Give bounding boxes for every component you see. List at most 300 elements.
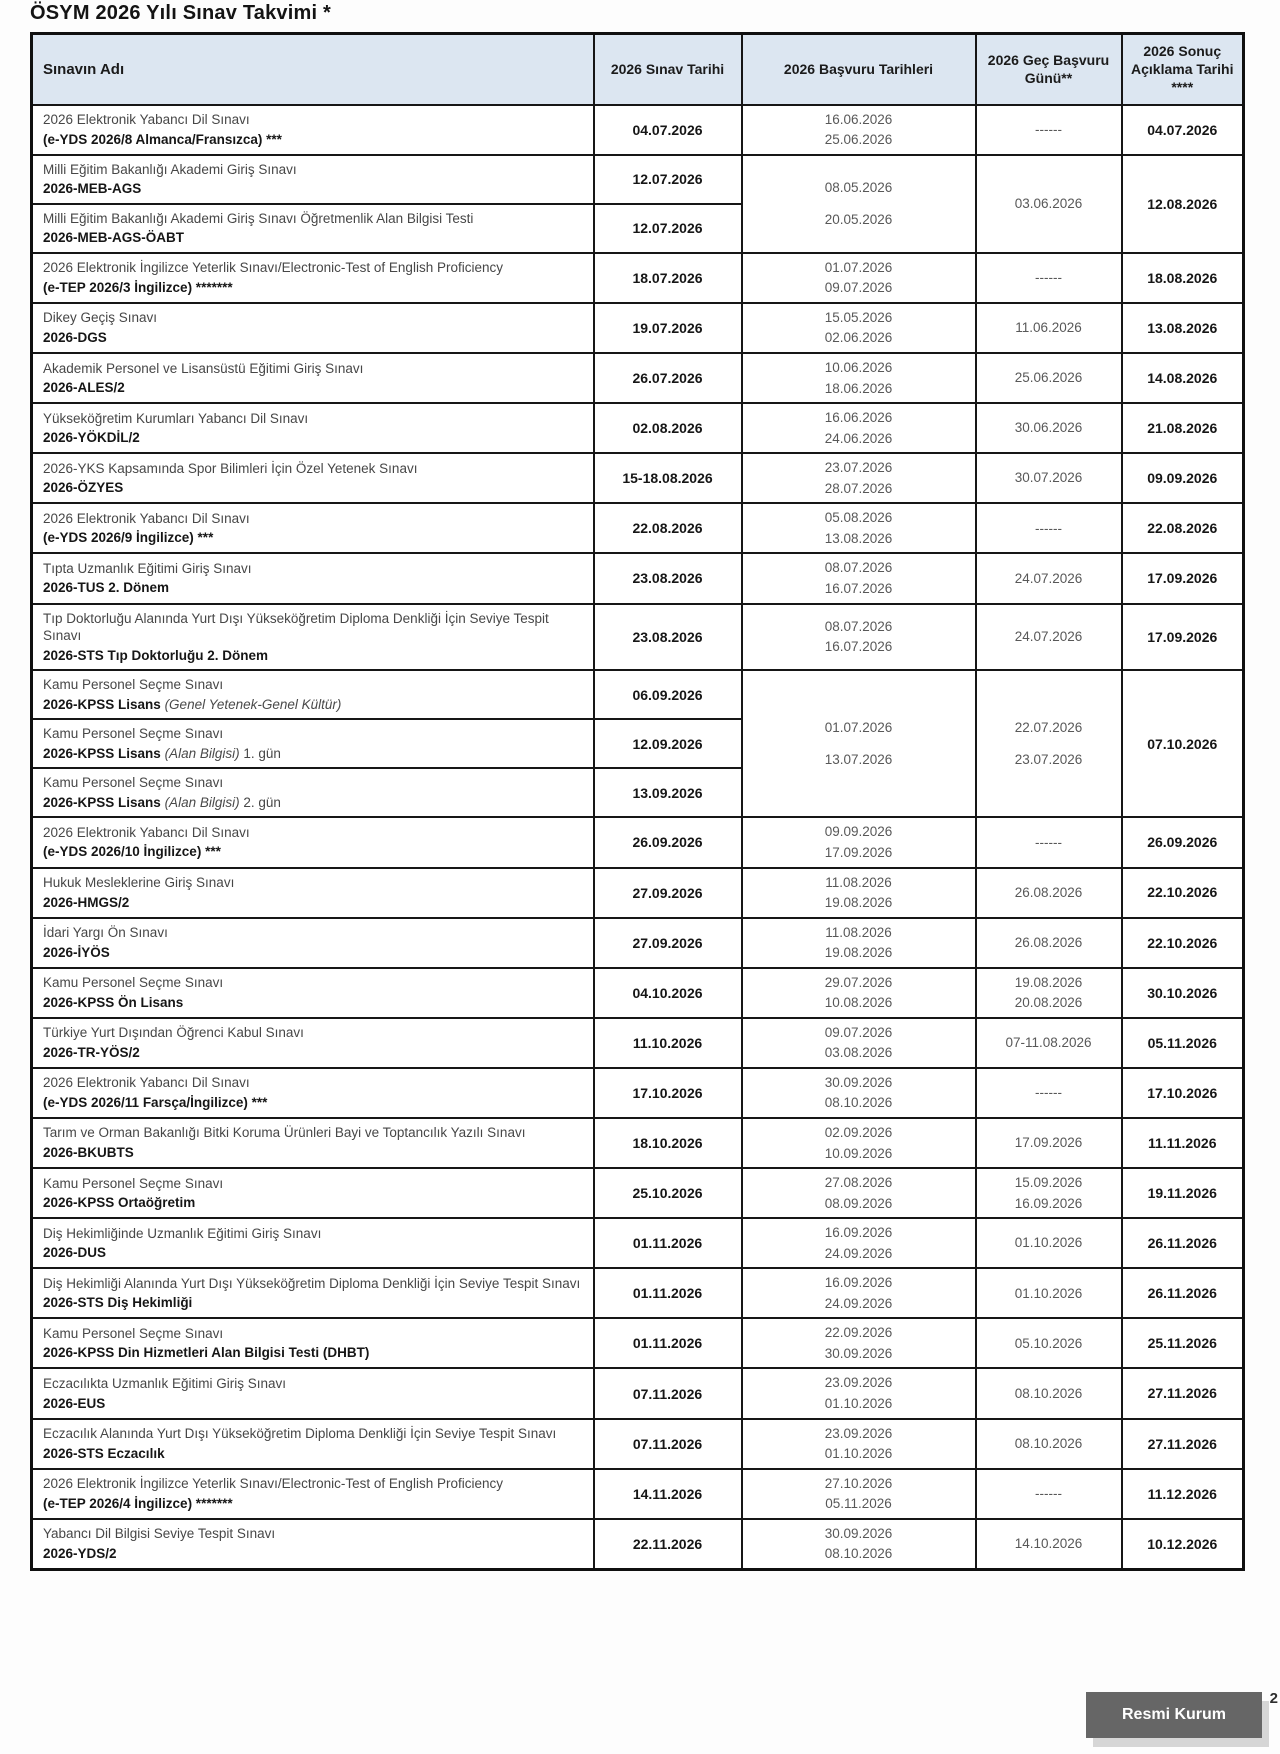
exam-name-cell (32, 155, 594, 204)
exam-name-line (43, 994, 583, 1012)
exam-name-cell (32, 1168, 594, 1218)
text-segment: 2026 Elektronik Yabancı Dil Sınavı (43, 510, 250, 526)
date-line: 24.09.2026 (824, 1295, 893, 1311)
text-segment: Tıp Doktorluğu Alanında Yurt Dışı Yükseköğretim Diploma Denkliği İçin Seviye Tespit Sınavı (43, 610, 549, 644)
exam-name-cell (32, 453, 594, 503)
exam-name-line (43, 111, 583, 129)
exam-name-line (43, 180, 583, 198)
date-line: 08.10.2026 (1014, 1385, 1083, 1401)
text-segment: 2026-TUS 2. Dönem (43, 580, 170, 596)
text-segment: 2. gün (239, 794, 281, 810)
table-row (32, 817, 1244, 867)
date-line: 26.08.2026 (1014, 934, 1083, 950)
table-row (32, 453, 1244, 503)
table-row (32, 1018, 1244, 1068)
date-line: 19.11.2026 (1147, 1185, 1217, 1202)
exam-date-cell: 18.10.2026 (594, 1118, 742, 1168)
page-title: ÖSYM 2026 Yılı Sınav Takvimi * (30, 2, 331, 24)
exam-name-line (43, 579, 583, 597)
table-row (32, 1068, 1244, 1118)
date-line: 02.09.2026 (824, 1124, 893, 1140)
application-dates-cell (742, 604, 976, 671)
result-date-cell (1122, 1068, 1244, 1118)
late-application-cell (976, 303, 1122, 353)
late-application-cell (976, 1218, 1122, 1268)
result-date-cell (1122, 453, 1244, 503)
date-line: 10.08.2026 (824, 995, 893, 1011)
date-line: 18.06.2026 (824, 380, 893, 396)
table-row (32, 503, 1244, 553)
exam-name-cell (32, 1419, 594, 1469)
date-line: 03.06.2026 (1014, 195, 1083, 211)
table-row (32, 1268, 1244, 1318)
date-line: 30.09.2026 (824, 1074, 893, 1090)
text-segment: Diş Hekimliğinde Uzmanlık Eğitimi Giriş Sınavı (43, 1225, 322, 1241)
exam-name-cell (32, 1018, 594, 1068)
text-segment: Kamu Personel Seçme Sınavı (43, 775, 224, 791)
date-line: 27.11.2026 (1147, 1385, 1217, 1402)
application-dates-cell (742, 670, 976, 817)
table-row (32, 1168, 1244, 1218)
exam-name-cell (32, 670, 594, 719)
exam-date-cell: 01.11.2026 (594, 1318, 742, 1368)
date-line: 16.09.2026 (824, 1225, 893, 1241)
date-line: 22.10.2026 (1147, 884, 1218, 901)
date-line: 29.07.2026 (824, 974, 893, 990)
application-dates-cell (742, 1519, 976, 1570)
exam-date-cell: 27.09.2026 (594, 918, 742, 968)
application-dates-cell (742, 1168, 976, 1218)
late-application-cell (976, 1068, 1122, 1118)
date-line: ------ (1035, 834, 1062, 850)
date-line: 08.07.2026 (824, 560, 893, 576)
table-row (32, 1368, 1244, 1418)
exam-name-line (43, 874, 583, 892)
date-line: 26.11.2026 (1147, 1235, 1217, 1252)
date-line: 18.08.2026 (1147, 269, 1218, 286)
table-row (32, 553, 1244, 603)
date-line: 24.06.2026 (824, 430, 893, 446)
result-date-cell (1122, 868, 1244, 918)
date-line: 13.08.2026 (824, 530, 893, 546)
date-line: 16.06.2026 (824, 111, 893, 127)
result-date-cell (1122, 918, 1244, 968)
exam-name-line (43, 725, 583, 743)
result-date-cell (1122, 968, 1244, 1018)
exam-date-cell: 12.09.2026 (594, 719, 742, 768)
date-line: 12.08.2026 (1147, 195, 1218, 212)
exam-name-cell (32, 353, 594, 403)
late-application-cell (976, 1018, 1122, 1068)
text-segment: (e-TEP 2026/4 İngilizce) ******* (43, 1495, 233, 1511)
exam-name-line (43, 259, 583, 277)
text-segment: (Genel Yetenek-Genel Kültür) (160, 696, 342, 712)
text-segment: Yabancı Dil Bilgisi Seviye Tespit Sınavı (43, 1526, 276, 1542)
table-row (32, 155, 1244, 204)
result-date-cell (1122, 553, 1244, 603)
date-line: 05.11.2026 (1147, 1034, 1217, 1051)
exam-name-line (43, 610, 583, 645)
application-dates-cell (742, 403, 976, 453)
result-date-cell (1122, 1118, 1244, 1168)
text-segment: 2026-KPSS Lisans (43, 745, 161, 761)
application-dates-cell (742, 868, 976, 918)
exam-name-line (43, 360, 583, 378)
table-row (32, 968, 1244, 1018)
exam-name-line (43, 696, 583, 714)
table-header (32, 34, 1244, 105)
date-line: 24.07.2026 (1014, 629, 1083, 645)
date-line: 01.10.2026 (824, 1396, 893, 1411)
exam-name-line (43, 410, 583, 428)
date-line: 14.10.2026 (1014, 1536, 1083, 1551)
date-line: 07-11.08.2026 (1005, 1035, 1092, 1051)
exam-date-cell: 25.10.2026 (594, 1168, 742, 1218)
exam-name-cell (32, 303, 594, 353)
date-line: 11.12.2026 (1147, 1485, 1217, 1502)
exam-name-line (43, 647, 583, 665)
table-row (32, 303, 1244, 353)
exam-name-line (43, 1074, 583, 1092)
exam-name-cell (32, 868, 594, 918)
date-line: 24.09.2026 (824, 1245, 893, 1261)
exam-name-line (43, 1024, 583, 1042)
exam-name-cell (32, 968, 594, 1018)
exam-date-cell: 27.09.2026 (594, 868, 742, 918)
exam-date-cell: 22.11.2026 (594, 1519, 742, 1570)
column-header-exam-date: 2026 Sınav Tarihi (594, 34, 742, 105)
date-line: 05.11.2026 (825, 1496, 892, 1512)
date-line: 11.11.2026 (1147, 1134, 1217, 1151)
text-segment: 2026-STS Tıp Doktorluğu 2. Dönem (43, 647, 269, 663)
exam-name-line (43, 1545, 583, 1563)
exam-name-line (43, 944, 583, 962)
text-segment: 2026-ALES/2 (43, 380, 125, 396)
table-row (32, 670, 1244, 719)
date-line: 20.08.2026 (1014, 995, 1083, 1011)
exam-name-line (43, 510, 583, 528)
late-application-cell (976, 1519, 1122, 1570)
date-line: 27.11.2026 (1147, 1435, 1217, 1452)
exam-name-cell (32, 1469, 594, 1519)
date-line: 08.10.2026 (1014, 1435, 1083, 1451)
exam-date-cell: 13.09.2026 (594, 768, 742, 817)
exam-name-line (43, 560, 583, 578)
exam-name-line (43, 1044, 583, 1062)
exam-name-line (43, 1445, 583, 1463)
date-line: 22.10.2026 (1147, 934, 1218, 951)
text-segment: Türkiye Yurt Dışından Öğrenci Kabul Sınavı (43, 1025, 304, 1041)
text-segment: 2026-İYÖS (43, 944, 110, 960)
text-segment: 2026-HMGS/2 (43, 894, 130, 910)
text-segment: (e-YDS 2026/11 Farsça/İngilizce) *** (43, 1094, 268, 1110)
date-line: 30.09.2026 (824, 1525, 893, 1541)
result-date-cell (1122, 155, 1244, 253)
date-line: 16.06.2026 (824, 410, 893, 426)
result-date-cell (1122, 1318, 1244, 1368)
late-application-cell (976, 155, 1122, 253)
exam-name-line (43, 379, 583, 397)
table-row (32, 868, 1244, 918)
late-application-cell (976, 1118, 1122, 1168)
date-line: 08.10.2026 (824, 1095, 893, 1111)
date-line: 19.08.2026 (1014, 974, 1083, 990)
application-dates-cell (742, 1268, 976, 1318)
text-segment: 2026-KPSS Ortaöğretim (43, 1195, 196, 1211)
date-line: 17.09.2026 (1014, 1135, 1083, 1151)
exam-date-cell: 19.07.2026 (594, 303, 742, 353)
table-row (32, 1118, 1244, 1168)
result-date-cell (1122, 105, 1244, 155)
date-line: 01.07.2026 (824, 719, 893, 735)
date-line: 01.07.2026 (824, 259, 893, 275)
date-line: 01.10.2026 (1014, 1235, 1083, 1251)
text-segment: Eczacılıkta Uzmanlık Eğitimi Giriş Sınavı (43, 1375, 287, 1391)
date-line: ------ (1035, 1085, 1062, 1101)
result-date-cell (1122, 1268, 1244, 1318)
text-segment: 1. gün (239, 745, 281, 761)
text-segment: 2026 Elektronik İngilizce Yeterlik Sınavı/Electronic-Test of English Proficiency (43, 260, 503, 276)
date-line: 03.08.2026 (824, 1045, 893, 1061)
text-segment: 2026 Elektronik İngilizce Yeterlik Sınavı/Electronic-Test of English Proficiency (43, 1476, 503, 1492)
table-row (32, 253, 1244, 303)
result-date-cell (1122, 670, 1244, 817)
date-line: 01.10.2026 (1014, 1285, 1083, 1301)
date-line: 10.06.2026 (824, 360, 893, 376)
exam-name-line (43, 131, 583, 149)
text-segment: Eczacılık Alanında Yurt Dışı Yükseköğretim Diploma Denkliği İçin Seviye Tespit Sınavı (43, 1426, 557, 1442)
date-line: 10.09.2026 (824, 1145, 893, 1161)
late-application-cell (976, 1168, 1122, 1218)
exam-name-line (43, 1124, 583, 1142)
application-dates-cell (742, 1068, 976, 1118)
exam-name-line (43, 1395, 583, 1413)
exam-name-line (43, 1194, 583, 1212)
exam-name-cell (32, 1118, 594, 1168)
text-segment: 2026-MEB-AGS-ÖABT (43, 230, 185, 246)
text-segment: (Alan Bilgisi) (160, 745, 240, 761)
application-dates-cell (742, 1469, 976, 1519)
application-dates-cell (742, 155, 976, 253)
exam-name-cell (32, 253, 594, 303)
exam-name-line (43, 824, 583, 842)
exam-name-cell (32, 553, 594, 603)
text-segment: Kamu Personel Seçme Sınavı (43, 1325, 224, 1341)
application-dates-cell (742, 453, 976, 503)
date-line: 19.08.2026 (824, 945, 893, 961)
application-dates-cell (742, 1218, 976, 1268)
exam-date-cell: 22.08.2026 (594, 503, 742, 553)
exam-date-cell: 01.11.2026 (594, 1218, 742, 1268)
exam-name-cell (32, 817, 594, 867)
result-date-cell (1122, 503, 1244, 553)
date-line: 13.08.2026 (1147, 319, 1218, 336)
date-line: 14.08.2026 (1147, 369, 1218, 386)
exam-name-line (43, 1344, 583, 1362)
application-dates-cell (742, 1118, 976, 1168)
result-date-cell (1122, 353, 1244, 403)
date-line: 09.07.2026 (824, 1024, 893, 1040)
text-segment: 2026-KPSS Din Hizmetleri Alan Bilgisi Testi (DHBT) (43, 1345, 370, 1361)
late-application-cell (976, 1268, 1122, 1318)
exam-date-cell: 26.09.2026 (594, 817, 742, 867)
text-segment: 2026-MEB-AGS (43, 181, 142, 197)
exam-name-line (43, 924, 583, 942)
table-row (32, 1218, 1244, 1268)
date-line: 08.09.2026 (824, 1195, 893, 1211)
result-date-cell (1122, 817, 1244, 867)
text-segment: Diş Hekimliği Alanında Yurt Dışı Yükseköğretim Diploma Denkliği İçin Seviye Tespit Sınavı (43, 1275, 581, 1291)
date-line: 25.06.2026 (824, 132, 893, 148)
exam-name-cell (32, 403, 594, 453)
text-segment: 2026-DUS (43, 1245, 107, 1261)
exam-name-line (43, 1495, 583, 1513)
date-line: 11.08.2026 (825, 874, 892, 890)
late-application-cell (976, 503, 1122, 553)
date-line: 25.11.2026 (1147, 1335, 1217, 1352)
exam-date-cell: 23.08.2026 (594, 604, 742, 671)
date-line: 17.10.2026 (1147, 1084, 1218, 1101)
exam-name-cell (32, 1368, 594, 1418)
application-dates-cell (742, 817, 976, 867)
date-line: 16.09.2026 (1014, 1195, 1083, 1211)
late-application-cell (976, 817, 1122, 867)
date-line: 27.08.2026 (824, 1175, 893, 1191)
date-line: 21.08.2026 (1147, 420, 1218, 437)
date-line: 30.07.2026 (1014, 470, 1083, 486)
date-line: 08.07.2026 (824, 618, 893, 634)
exam-date-cell: 26.07.2026 (594, 353, 742, 403)
date-line: 11.08.2026 (825, 924, 892, 940)
result-date-cell (1122, 303, 1244, 353)
date-line: 22.08.2026 (1147, 520, 1218, 537)
exam-name-line (43, 161, 583, 179)
exam-name-cell (32, 503, 594, 553)
date-line: 30.09.2026 (824, 1345, 893, 1361)
late-application-cell (976, 1419, 1122, 1469)
text-segment: 2026-KPSS Ön Lisans (43, 994, 184, 1010)
text-segment: 2026-TR-YÖS/2 (43, 1044, 140, 1060)
exam-name-line (43, 843, 583, 861)
result-date-cell (1122, 1018, 1244, 1068)
late-application-cell (976, 968, 1122, 1018)
date-line: 27.10.2026 (824, 1475, 893, 1491)
application-dates-cell (742, 918, 976, 968)
text-segment: (e-YDS 2026/8 Almanca/Fransızca) *** (43, 131, 282, 147)
text-segment: 2026 Elektronik Yabancı Dil Sınavı (43, 824, 250, 840)
exam-name-line (43, 894, 583, 912)
text-segment: Tıpta Uzmanlık Eğitimi Giriş Sınavı (43, 560, 252, 576)
exam-name-line (43, 1225, 583, 1243)
late-application-cell (976, 918, 1122, 968)
late-application-cell (976, 1368, 1122, 1418)
exam-name-line (43, 529, 583, 547)
result-date-cell (1122, 1419, 1244, 1469)
exam-name-cell (32, 604, 594, 671)
date-line: 16.09.2026 (824, 1275, 893, 1291)
exam-name-line (43, 210, 583, 228)
table-row (32, 403, 1244, 453)
exam-date-cell: 11.10.2026 (594, 1018, 742, 1068)
late-application-cell (976, 403, 1122, 453)
text-segment: Tarım ve Orman Bakanlığı Bitki Koruma Ürünleri Bayi ve Toptancılık Yazılı Sınavı (43, 1125, 526, 1141)
date-line: 23.07.2026 (824, 460, 893, 476)
resmi-kurum-badge (1086, 1692, 1262, 1738)
exam-name-cell (32, 918, 594, 968)
exam-date-cell: 07.11.2026 (594, 1368, 742, 1418)
text-segment: 2026-DGS (43, 329, 107, 345)
application-dates-cell (742, 353, 976, 403)
date-line: 17.09.2026 (824, 844, 893, 860)
exam-name-line (43, 1294, 583, 1312)
text-segment: İdari Yargı Ön Sınavı (43, 925, 168, 941)
date-line: 23.09.2026 (824, 1375, 893, 1391)
exam-name-line (43, 329, 583, 347)
exam-name-line (43, 1375, 583, 1393)
exam-date-cell: 01.11.2026 (594, 1268, 742, 1318)
exam-date-cell: 14.11.2026 (594, 1469, 742, 1519)
result-date-cell (1122, 253, 1244, 303)
exam-name-line (43, 479, 583, 497)
exam-name-line (43, 1275, 583, 1293)
application-dates-cell (742, 503, 976, 553)
text-segment: 2026-KPSS Lisans (43, 696, 161, 712)
date-line: 26.08.2026 (1014, 884, 1083, 900)
result-date-cell (1122, 1368, 1244, 1418)
exam-calendar-table (30, 32, 1245, 1571)
application-dates-cell (742, 105, 976, 155)
date-line: 16.07.2026 (824, 580, 893, 596)
text-segment: Milli Eğitim Bakanlığı Akademi Giriş Sınavı Öğretmenlik Alan Bilgisi Testi (43, 210, 474, 226)
date-line: 15.05.2026 (824, 309, 893, 325)
exam-date-cell: 12.07.2026 (594, 155, 742, 204)
late-application-cell (976, 1318, 1122, 1368)
date-line: 07.10.2026 (1147, 735, 1218, 752)
exam-date-cell: 18.07.2026 (594, 253, 742, 303)
date-line: 16.07.2026 (824, 639, 893, 655)
late-application-cell (976, 553, 1122, 603)
date-line: 25.06.2026 (1014, 370, 1083, 386)
application-dates-cell (742, 1419, 976, 1469)
column-header-result-date: 2026 Sonuç Açıklama Tarihi **** (1122, 34, 1244, 105)
application-dates-cell (742, 1018, 976, 1068)
date-line: 08.05.2026 (824, 179, 893, 195)
date-line: 02.06.2026 (824, 330, 893, 346)
application-dates-cell (742, 1318, 976, 1368)
table-row (32, 105, 1244, 155)
exam-name-cell (32, 1218, 594, 1268)
exam-date-cell: 04.10.2026 (594, 968, 742, 1018)
date-line: ------ (1035, 520, 1062, 536)
resmi-kurum-badge-label: Resmi Kurum (1121, 1706, 1227, 1723)
exam-name-line (43, 1094, 583, 1112)
exam-date-cell: 02.08.2026 (594, 403, 742, 453)
table-row (32, 1318, 1244, 1368)
exam-name-line (43, 309, 583, 327)
late-application-cell (976, 670, 1122, 817)
date-line: 15.09.2026 (1014, 1175, 1083, 1191)
date-line: 11.06.2026 (1015, 320, 1082, 336)
text-segment: Kamu Personel Seçme Sınavı (43, 677, 224, 693)
date-line: 09.07.2026 (824, 280, 893, 296)
exam-name-line (43, 1325, 583, 1343)
table-row (32, 1519, 1244, 1570)
date-line: 26.09.2026 (1147, 834, 1218, 851)
exam-name-cell (32, 1268, 594, 1318)
date-line: 30.10.2026 (1147, 984, 1218, 1001)
exam-name-line (43, 794, 583, 812)
text-segment: 2026-STS Eczacılık (43, 1445, 165, 1461)
